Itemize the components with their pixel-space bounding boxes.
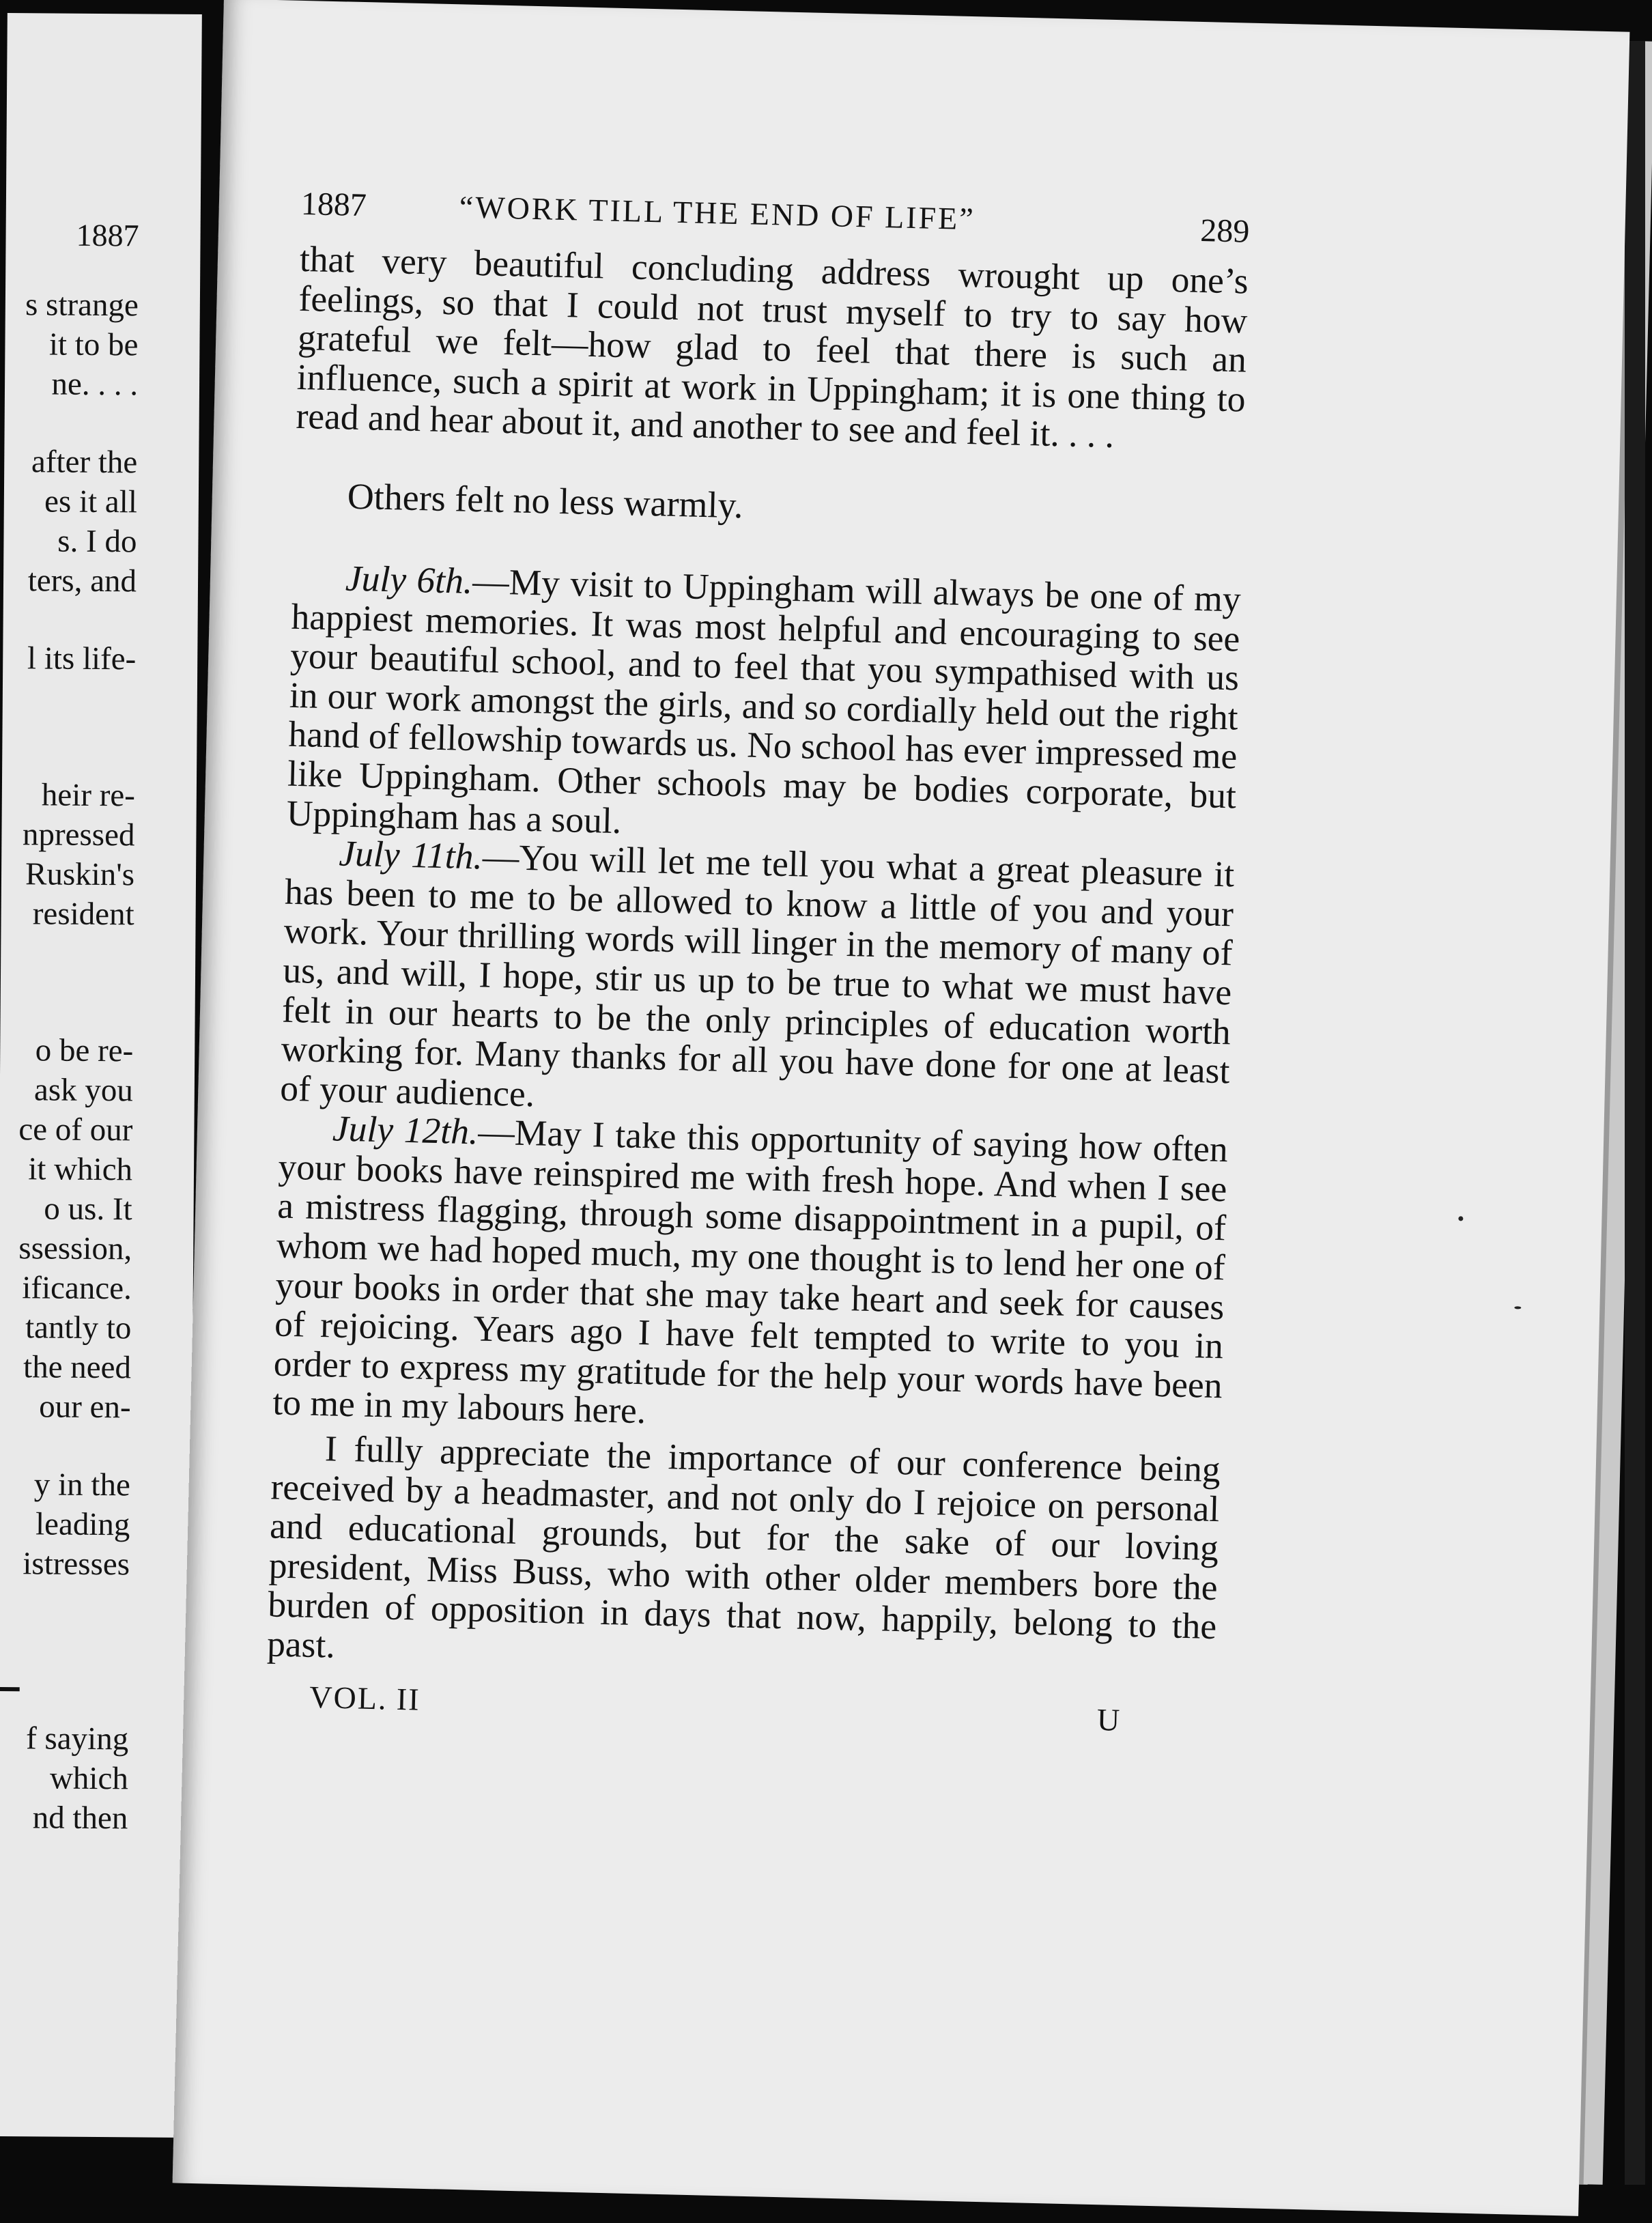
left-page-line: y in the xyxy=(33,1467,130,1503)
speck xyxy=(1514,1306,1521,1309)
left-page-line: resident xyxy=(32,896,134,933)
letter-date: July 6th. xyxy=(345,557,473,601)
letter-text: —My visit to Uppingham will always be one of my happiest memories. It was most helpful and encouraging to see your beautiful school, and to feel that you sympathised with us in our work amongst the girls, and so cordially held out the right hand of fellowship towards us. No school has ever impressed me like Uppingham. Other schools may be bodies corporate, but Uppingham has a soul. xyxy=(286,560,1242,841)
left-page-line: npressed xyxy=(22,817,135,853)
paragraph-others: Others felt no less warmly. xyxy=(347,475,744,526)
left-page-line: the need xyxy=(23,1349,132,1386)
left-page-line: o be re- xyxy=(35,1032,134,1069)
left-page-line: o us. It xyxy=(44,1191,132,1228)
left-page-line: leading xyxy=(35,1506,130,1543)
left-page-line: ce of our xyxy=(18,1112,133,1148)
left-page-line: s strange xyxy=(25,287,139,324)
page-footer xyxy=(266,1677,1215,1741)
page-content xyxy=(266,185,1251,1741)
page-number: 289 xyxy=(1199,212,1250,250)
left-page-line: it to be xyxy=(48,326,139,363)
left-page-line: Ruskin's xyxy=(25,856,135,893)
letter-text: —You will let me tell you what a great pleasure it has been to me to be allowed to know a little of you and your work. Your thrilling words will linger in the memory of many of us, and will, I hope, stir us up to be true to what we must have felt in our hearts to be the only principles of education worth working for. Many thanks for all you have done for one at least of your audience. xyxy=(279,836,1235,1115)
left-page-line: our en- xyxy=(39,1389,131,1426)
left-page-fragment xyxy=(0,13,202,2138)
letter-date: July 11th. xyxy=(338,832,483,877)
speck xyxy=(1458,1216,1463,1221)
left-page-line: ne. . . . xyxy=(51,366,139,403)
letter-text: —May I take this opportunity of saying how often your books have reinspired me with fresh hope. And when I see a mistress flagging, through some disappointment in a pupil, of whom we had hoped much, my one thought is to lend her one of your books in order that she may take heart and seek for causes of rejoicing. Years ago I have felt tempted to write to you in order to express my gratitude for the help your words have been to me in my labours here. xyxy=(272,1111,1229,1432)
left-page-line: which xyxy=(49,1760,128,1797)
left-page-dash xyxy=(0,1687,20,1691)
paragraph-closing: I fully appreciate the importance of our conference being received by a headmaster, and not only do I rejoice on personal and educational grounds, but for the sake of our loving president, Miss Buss, who with other older members bore the burden of opposition in days that now, happily, belong to the past. xyxy=(266,1428,1221,1666)
left-page-line: f saying xyxy=(25,1721,129,1757)
page-edge-shadow xyxy=(1625,41,1645,2185)
left-page-line: tantly to xyxy=(25,1309,132,1346)
left-page-line: l its life- xyxy=(27,640,137,677)
left-page-line: es it all xyxy=(44,483,138,520)
left-page-line: heir re- xyxy=(41,777,136,814)
left-page-line: after the xyxy=(31,444,138,481)
signature-mark: U xyxy=(1096,1701,1120,1738)
left-page-line: it which xyxy=(28,1151,133,1188)
left-page-year: 1887 xyxy=(76,217,139,253)
letter-july-11 xyxy=(280,833,1235,1131)
left-page-line: ask you xyxy=(33,1072,134,1109)
body-text xyxy=(267,240,1249,1686)
letter-date: July 12th. xyxy=(332,1107,479,1152)
book-page xyxy=(173,0,1630,2216)
letter-july-6 xyxy=(286,558,1241,855)
paragraph-intro: that very beautiful concluding address wrought up one’s feelings, so that I could not trust myself to try to say how grateful we felt—how glad to feel that there is such an influence, such a spirit at work in Uppingham; it is one thing to read and hear about it, and another to see and feel it. . . . xyxy=(295,238,1249,456)
left-page-line: istresses xyxy=(23,1546,130,1583)
left-page-line: ificance. xyxy=(22,1270,132,1307)
left-page-line: ssession, xyxy=(18,1230,132,1267)
running-head-year: 1887 xyxy=(300,185,367,224)
left-page-line: ters, and xyxy=(27,563,137,599)
running-head-title: “WORK TILL THE END OF LIFE” xyxy=(459,189,976,237)
left-page-line: s. I do xyxy=(57,523,137,560)
left-page-line: nd then xyxy=(32,1800,128,1837)
letter-july-12 xyxy=(272,1108,1228,1445)
volume-marker: VOL. II xyxy=(309,1679,421,1717)
